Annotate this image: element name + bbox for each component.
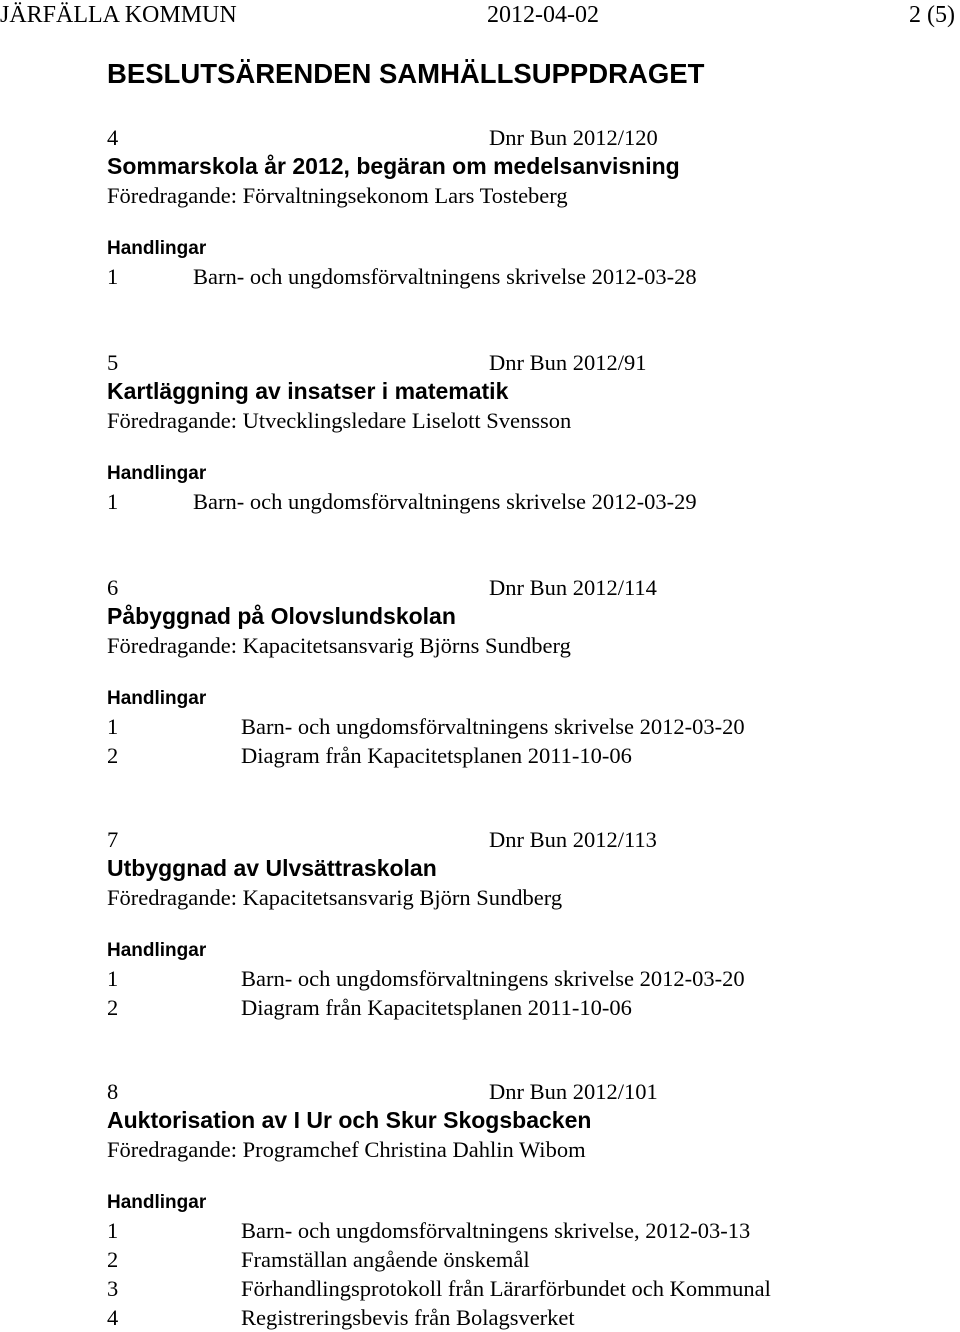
document-number: 1	[107, 489, 119, 514]
item-number: 7	[107, 827, 119, 852]
document-title: Barn- och ungdomsförvaltningens skrivelse 2012-03-29	[193, 489, 697, 514]
section-title: BESLUTSÄRENDEN SAMHÄLLSUPPDRAGET	[107, 58, 705, 89]
item-title: Påbyggnad på Olovslundskolan	[107, 603, 456, 629]
docs-heading: Handlingar	[107, 238, 207, 259]
item-title: Auktorisation av I Ur och Skur Skogsbacken	[107, 1107, 592, 1133]
item-title: Utbyggnad av Ulvsättraskolan	[107, 855, 437, 881]
item-presenter: Föredragande: Programchef Christina Dahlin Wibom	[107, 1137, 586, 1162]
item-presenter: Föredragande: Kapacitetsansvarig Björn Sundberg	[107, 885, 563, 910]
header-date: 2012-04-02	[487, 2, 599, 28]
document-title: Diagram från Kapacitetsplanen 2011-10-06	[241, 743, 632, 768]
item-number: 8	[107, 1079, 119, 1104]
document-title: Barn- och ungdomsförvaltningens skrivelse 2012-03-20	[241, 966, 745, 991]
document-entry	[107, 741, 927, 770]
item-header-line	[107, 825, 927, 854]
header-page-number: 2 (5)	[909, 2, 955, 28]
document-title: Diagram från Kapacitetsplanen 2011-10-06	[241, 995, 632, 1020]
item-number: 5	[107, 350, 119, 375]
document-number: 2	[107, 995, 119, 1020]
document-entry	[107, 712, 927, 741]
item-dnr: Dnr Bun 2012/120	[489, 125, 658, 150]
header-organization: JÄRFÄLLA KOMMUN	[0, 2, 237, 28]
document-entry	[107, 993, 927, 1022]
document-number: 1	[107, 714, 119, 739]
document-title: Framställan angående önskemål	[241, 1247, 530, 1272]
document-entry	[107, 1216, 927, 1245]
item-header-line	[107, 348, 927, 377]
document-entry	[107, 487, 927, 516]
document-title: Barn- och ungdomsförvaltningens skrivelse 2012-03-20	[241, 714, 745, 739]
item-presenter: Föredragande: Förvaltningsekonom Lars Tosteberg	[107, 183, 568, 208]
document-entry	[107, 964, 927, 993]
document-entry	[107, 262, 927, 291]
document-number: 4	[107, 1305, 119, 1330]
document-number: 1	[107, 1218, 119, 1243]
document-number: 1	[107, 264, 119, 289]
item-header-line	[107, 123, 927, 152]
document-number: 2	[107, 1247, 119, 1272]
document-number: 2	[107, 743, 119, 768]
item-header-line	[107, 573, 927, 602]
item-presenter: Föredragande: Kapacitetsansvarig Björns Sundberg	[107, 633, 571, 658]
item-title: Kartläggning av insatser i matematik	[107, 378, 509, 404]
page-header	[0, 0, 960, 30]
docs-heading: Handlingar	[107, 463, 207, 484]
document-title: Barn- och ungdomsförvaltningens skrivelse 2012-03-28	[193, 264, 697, 289]
item-number: 4	[107, 125, 119, 150]
docs-heading: Handlingar	[107, 940, 207, 961]
document-entry	[107, 1274, 927, 1303]
item-header-line	[107, 1077, 927, 1106]
document-title: Förhandlingsprotokoll från Lärarförbundet och Kommunal	[241, 1276, 771, 1301]
agenda-item	[107, 825, 927, 1022]
document-title: Registreringsbevis från Bolagsverket	[241, 1305, 575, 1330]
item-presenter: Föredragande: Utvecklingsledare Liselott Svensson	[107, 408, 572, 433]
agenda-item	[107, 573, 927, 770]
document-entry	[107, 1245, 927, 1274]
docs-heading: Handlingar	[107, 1192, 207, 1213]
document-number: 1	[107, 966, 119, 991]
item-dnr: Dnr Bun 2012/114	[489, 575, 657, 600]
docs-heading: Handlingar	[107, 688, 207, 709]
document-title: Barn- och ungdomsförvaltningens skrivelse, 2012-03-13	[241, 1218, 751, 1243]
item-dnr: Dnr Bun 2012/91	[489, 350, 647, 375]
item-dnr: Dnr Bun 2012/113	[489, 827, 657, 852]
document-number: 3	[107, 1276, 119, 1301]
item-dnr: Dnr Bun 2012/101	[489, 1079, 658, 1104]
agenda-item	[107, 348, 927, 516]
agenda-item	[107, 123, 927, 291]
document-entry	[107, 1303, 927, 1332]
agenda-item	[107, 1077, 927, 1332]
item-number: 6	[107, 575, 119, 600]
item-title: Sommarskola år 2012, begäran om medelsanvisning	[107, 153, 680, 179]
